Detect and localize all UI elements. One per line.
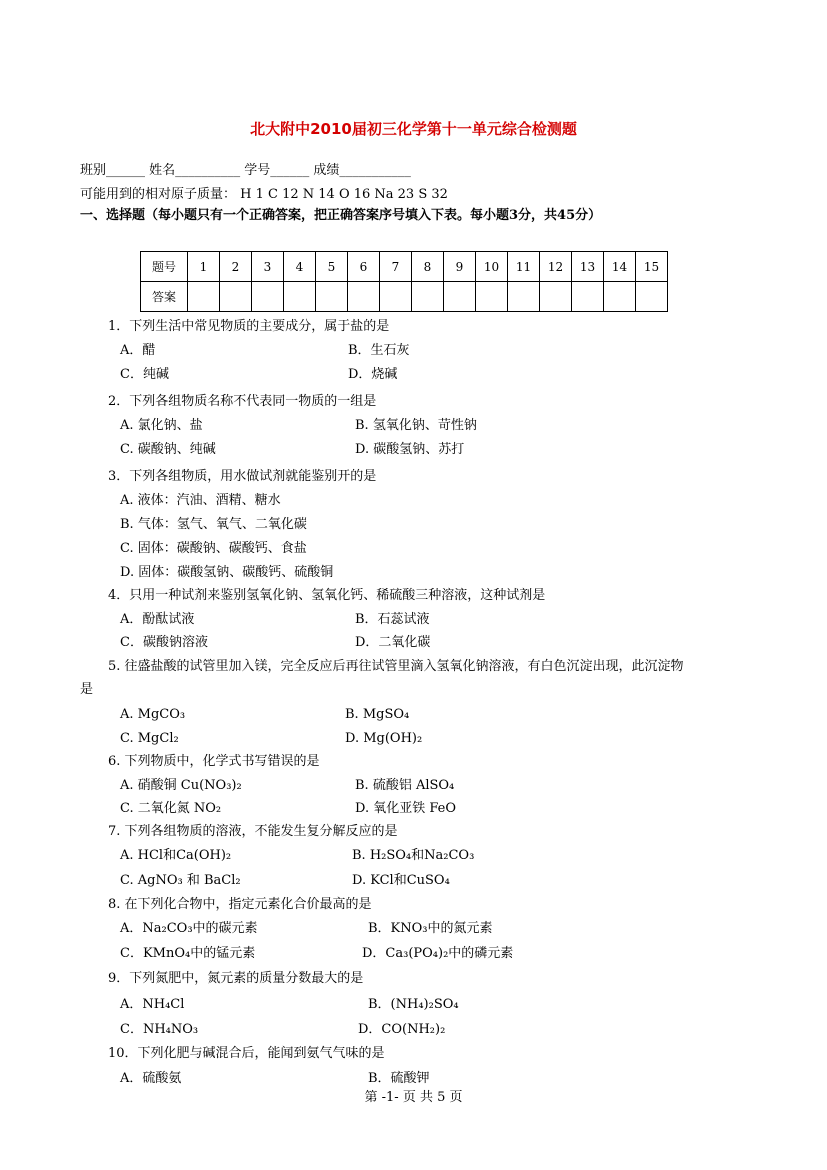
answer-cell[interactable] <box>252 282 284 312</box>
answer-cell[interactable] <box>188 282 220 312</box>
answer-cell[interactable] <box>540 282 572 312</box>
question-number: 11 <box>508 252 540 282</box>
question-number: 7 <box>380 252 412 282</box>
question-number: 13 <box>572 252 604 282</box>
option-d: D. Mg(OH)₂ <box>345 731 423 746</box>
option-d: D．Ca₃(PO₄)₂中的磷元素 <box>362 946 514 961</box>
option-c: C. AgNO₃ 和 BaCl₂ <box>120 873 241 888</box>
question-number: 14 <box>604 252 636 282</box>
option-c: C．NH₄NO₃ <box>120 1022 199 1037</box>
answer-cell[interactable] <box>316 282 348 312</box>
answer-cell[interactable] <box>636 282 668 312</box>
table-row-label: 题号 <box>141 252 188 282</box>
answer-cell[interactable] <box>572 282 604 312</box>
answer-cell[interactable] <box>284 282 316 312</box>
question-number: 5 <box>316 252 348 282</box>
answer-cell[interactable] <box>604 282 636 312</box>
question-stem: 7. 下列各组物质的溶液，不能发生复分解反应的是 <box>108 824 398 839</box>
option-b: B. H₂SO₄和Na₂CO₃ <box>352 848 475 863</box>
option-b: B．石蕊试液 <box>355 612 430 627</box>
question-stem: 4．只用一种试剂来鉴别氢氧化钠、氢氧化钙、稀硫酸三种溶液，这种试剂是 <box>108 588 546 603</box>
question-number: 10 <box>476 252 508 282</box>
option-c: C．KMnO₄中的锰元素 <box>120 946 256 961</box>
option-d: D. 固体：碳酸氢钠、碳酸钙、硫酸铜 <box>120 565 334 580</box>
option-d: D. KCl和CuSO₄ <box>352 873 450 888</box>
answer-cell[interactable] <box>508 282 540 312</box>
option-b: B．硫酸钾 <box>368 1071 430 1086</box>
option-d: D. 碳酸氢钠、苏打 <box>355 442 465 457</box>
question-number: 3 <box>252 252 284 282</box>
option-c: C．碳酸钠溶液 <box>120 635 208 650</box>
answer-cell[interactable] <box>220 282 252 312</box>
option-b: B．(NH₄)₂SO₄ <box>368 997 459 1012</box>
option-a: A．NH₄Cl <box>120 997 185 1012</box>
option-a: A. 硝酸铜 Cu(NO₃)₂ <box>120 778 242 793</box>
section-heading: 一、选择题（每小题只有一个正确答案，把正确答案序号填入下表。每小题3分，共45分） <box>80 208 602 223</box>
question-number: 4 <box>284 252 316 282</box>
answer-cell[interactable] <box>476 282 508 312</box>
question-stem: 10．下列化肥与碱混合后，能闻到氨气气味的是 <box>108 1046 385 1061</box>
student-info-line: 班别______ 姓名__________ 学号______ 成绩___________ <box>80 163 411 178</box>
option-a: A. HCl和Ca(OH)₂ <box>120 848 232 863</box>
question-stem: 2．下列各组物质名称不代表同一物质的一组是 <box>108 394 377 409</box>
option-d: D．CO(NH₂)₂ <box>358 1022 446 1037</box>
answer-cell[interactable] <box>412 282 444 312</box>
page-title: 北大附中2010届初三化学第十一单元综合检测题 <box>250 120 577 138</box>
page-footer: 第 -1- 页 共 5 页 <box>364 1090 463 1105</box>
question-stem: 3．下列各组物质，用水做试剂就能鉴别开的是 <box>108 469 377 484</box>
table-row <box>141 252 668 282</box>
option-c: C. 固体：碳酸钠、碳酸钙、食盐 <box>120 541 307 556</box>
option-d: D. 氧化亚铁 FeO <box>355 801 457 816</box>
answer-cell[interactable] <box>380 282 412 312</box>
option-a: A．酚酞试液 <box>120 612 195 627</box>
question-stem-continuation: 是 <box>80 682 94 697</box>
option-a: A. 液体：汽油、酒精、糖水 <box>120 493 281 508</box>
option-c: C. 碳酸钠、纯碱 <box>120 442 216 457</box>
option-b: B. 氢氧化钠、苛性钠 <box>355 418 477 433</box>
option-a: A．Na₂CO₃中的碳元素 <box>120 921 258 936</box>
answer-cell[interactable] <box>444 282 476 312</box>
option-a: A．硫酸氨 <box>120 1071 182 1086</box>
table-row <box>141 282 668 312</box>
question-number: 15 <box>636 252 668 282</box>
question-number: 2 <box>220 252 252 282</box>
question-number: 12 <box>540 252 572 282</box>
option-c: C．纯碱 <box>120 367 169 382</box>
option-b: B. 气体：氢气、氧气、二氧化碳 <box>120 517 307 532</box>
option-a: A. 氯化钠、盐 <box>120 418 203 433</box>
atomic-masses: 可能用到的相对原子质量： H 1 C 12 N 14 O 16 Na 23 S 32 <box>80 187 448 202</box>
question-number: 1 <box>188 252 220 282</box>
option-c: C. 二氧化氮 NO₂ <box>120 801 222 816</box>
option-a: A. MgCO₃ <box>120 707 186 722</box>
question-stem: 6. 下列物质中，化学式书写错误的是 <box>108 754 320 769</box>
option-b: B．KNO₃中的氮元素 <box>368 921 493 936</box>
question-stem: 8. 在下列化合物中，指定元素化合价最高的是 <box>108 897 372 912</box>
option-d: D．烧碱 <box>348 367 398 382</box>
option-b: B. MgSO₄ <box>345 707 410 722</box>
question-stem: 5. 往盛盐酸的试管里加入镁，完全反应后再往试管里滴入氢氧化钠溶液，有白色沉淀出现，此沉淀物 <box>108 659 684 674</box>
answer-table <box>140 251 668 312</box>
question-stem: 9．下列氮肥中，氮元素的质量分数最大的是 <box>108 971 364 986</box>
question-number: 6 <box>348 252 380 282</box>
option-a: A．醋 <box>120 343 156 358</box>
option-b: B. 硫酸铝 AlSO₄ <box>355 778 455 793</box>
question-number: 8 <box>412 252 444 282</box>
option-c: C. MgCl₂ <box>120 731 179 746</box>
option-d: D．二氧化碳 <box>355 635 431 650</box>
option-b: B．生石灰 <box>348 343 410 358</box>
answer-cell[interactable] <box>348 282 380 312</box>
question-number: 9 <box>444 252 476 282</box>
question-stem: 1．下列生活中常见物质的主要成分，属于盐的是 <box>108 319 390 334</box>
table-row-label: 答案 <box>141 282 188 312</box>
